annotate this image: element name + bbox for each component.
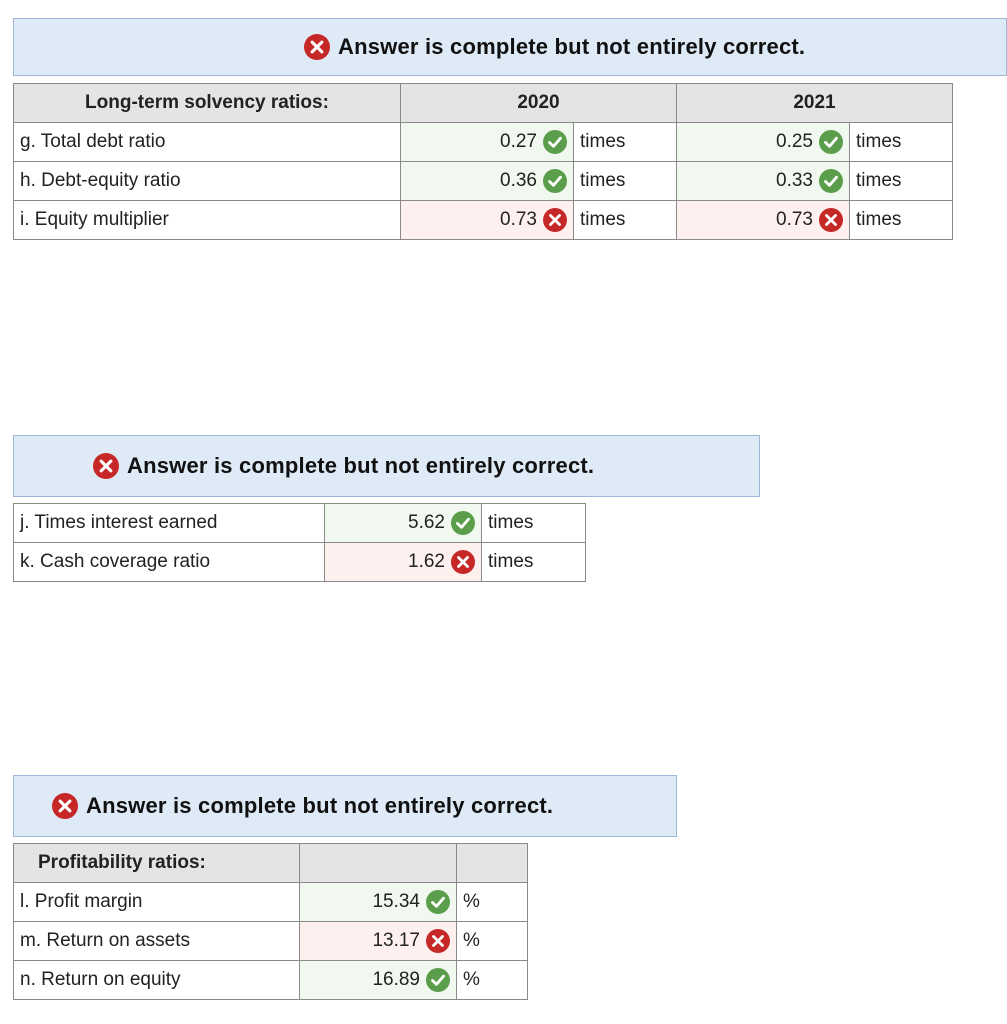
unit-label: times [482, 543, 586, 582]
answer-value: 15.34 [372, 891, 420, 912]
answer-field[interactable] [401, 201, 574, 240]
answer-field[interactable] [300, 922, 457, 961]
header-year-2021: 2021 [677, 84, 953, 123]
banner-message: Answer is complete but not entirely correct. [338, 34, 806, 59]
unit-label: % [457, 922, 528, 961]
error-icon [451, 550, 475, 574]
table-row [14, 201, 953, 240]
error-icon [93, 453, 119, 479]
header-blank [457, 844, 528, 883]
unit-label: times [482, 504, 586, 543]
answer-value: 5.62 [408, 512, 445, 533]
header-label: Long-term solvency ratios: [14, 84, 401, 123]
header-blank [300, 844, 457, 883]
row-label: h. Debt-equity ratio [14, 162, 401, 201]
answer-field[interactable] [401, 162, 574, 201]
unit-label: % [457, 961, 528, 1000]
coverage-ratios-table [13, 503, 586, 582]
answer-value: 0.25 [776, 131, 813, 152]
table-row [14, 883, 528, 922]
table-row [14, 543, 586, 582]
check-icon [543, 130, 567, 154]
header-year-2020: 2020 [401, 84, 677, 123]
error-icon [426, 929, 450, 953]
answer-field[interactable] [300, 883, 457, 922]
check-icon [543, 169, 567, 193]
unit-label: times [850, 162, 953, 201]
table-row [14, 504, 586, 543]
solvency-ratios-table [13, 83, 953, 240]
answer-field[interactable] [300, 961, 457, 1000]
table-row [14, 922, 528, 961]
answer-value: 0.36 [500, 170, 537, 191]
answer-field[interactable] [325, 543, 482, 582]
row-label: m. Return on assets [14, 922, 300, 961]
table-row [14, 162, 953, 201]
answer-value: 0.73 [500, 209, 537, 230]
check-icon [451, 511, 475, 535]
answer-value: 0.73 [776, 209, 813, 230]
row-label: i. Equity multiplier [14, 201, 401, 240]
answer-field[interactable] [401, 123, 574, 162]
unit-label: % [457, 883, 528, 922]
unit-label: times [850, 123, 953, 162]
table-header-row [14, 84, 953, 123]
row-label: j. Times interest earned [14, 504, 325, 543]
table-header-row [14, 844, 528, 883]
result-banner [13, 435, 760, 497]
unit-label: times [574, 201, 677, 240]
answer-value: 16.89 [372, 969, 420, 990]
banner-message: Answer is complete but not entirely correct. [127, 453, 595, 478]
error-icon [819, 208, 843, 232]
row-label: g. Total debt ratio [14, 123, 401, 162]
unit-label: times [574, 123, 677, 162]
unit-label: times [850, 201, 953, 240]
row-label: l. Profit margin [14, 883, 300, 922]
row-label: n. Return on equity [14, 961, 300, 1000]
unit-label: times [574, 162, 677, 201]
check-icon [426, 968, 450, 992]
answer-value: 1.62 [408, 551, 445, 572]
answer-value: 0.27 [500, 131, 537, 152]
answer-field[interactable] [325, 504, 482, 543]
profitability-ratios-table [13, 843, 528, 1000]
answer-field[interactable] [677, 201, 850, 240]
check-icon [819, 169, 843, 193]
error-icon [304, 34, 330, 60]
table-row [14, 961, 528, 1000]
error-icon [543, 208, 567, 232]
check-icon [426, 890, 450, 914]
answer-value: 0.33 [776, 170, 813, 191]
answer-field[interactable] [677, 162, 850, 201]
result-banner [13, 18, 1007, 76]
header-label: Profitability ratios: [14, 844, 300, 883]
table-row [14, 123, 953, 162]
row-label: k. Cash coverage ratio [14, 543, 325, 582]
check-icon [819, 130, 843, 154]
error-icon [52, 793, 78, 819]
result-banner [13, 775, 677, 837]
answer-field[interactable] [677, 123, 850, 162]
answer-value: 13.17 [372, 930, 420, 951]
banner-message: Answer is complete but not entirely correct. [86, 793, 554, 818]
